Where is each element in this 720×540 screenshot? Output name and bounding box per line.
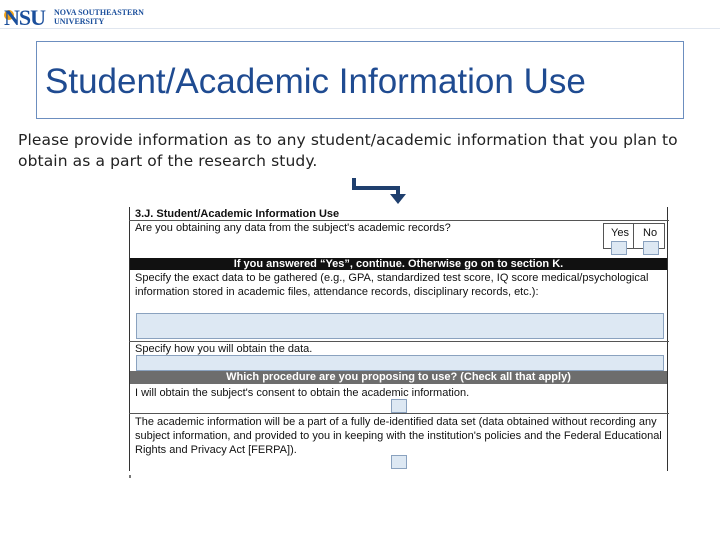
how-obtain-textarea[interactable] (136, 355, 664, 371)
deidentified-checkbox[interactable] (391, 455, 407, 469)
form-mark (129, 475, 131, 478)
form-border-left (129, 207, 130, 471)
question-academic-records: Are you obtaining any data from the subject's academic records? (135, 222, 451, 234)
option-deidentified: The academic information will be a part of a fully de-identified data set (data obtained without recording any subject information, and provided to you in keeping with the institution's policies and the Federal Educational Rights and Privacy Act [FERPA]). (135, 416, 662, 456)
no-label: No (643, 227, 658, 239)
divider (129, 220, 669, 221)
title-box (36, 41, 684, 119)
nsu-logo (2, 2, 152, 28)
intro-text: Please provide information as to any student/academic information that you plan to obtain as a part of the research study. (18, 131, 678, 170)
slide-title: Student/Academic Information Use (45, 62, 586, 101)
yes-label: Yes (611, 227, 629, 239)
exact-data-textarea[interactable] (136, 313, 664, 339)
no-checkbox[interactable] (643, 241, 659, 255)
procedure-header-bar: Which procedure are you proposing to use? (Check all that apply) (130, 371, 667, 384)
instruction-bar: If you answered “Yes”, continue. Otherwise go on to section K. (130, 258, 667, 270)
logo-line1: NOVA SOUTHEASTERN (54, 8, 144, 17)
logo-line2: UNIVERSITY (54, 17, 105, 26)
divider (129, 413, 669, 414)
form-border-right (667, 207, 668, 471)
option-consent: I will obtain the subject's consent to obtain the academic information. (135, 387, 470, 399)
question-how-obtain: Specify how you will obtain the data. (135, 343, 313, 355)
yes-checkbox[interactable] (611, 241, 627, 255)
consent-checkbox[interactable] (391, 399, 407, 413)
section-title: 3.J. Student/Academic Information Use (135, 208, 340, 220)
bent-arrow-down-icon (352, 172, 412, 208)
question-exact-data: Specify the exact data to be gathered (e.g., GPA, standardized test score, IQ score medical/psychological information stored in academic files, attendance records, disciplinary records, etc.): (135, 272, 649, 298)
yes-no-divider (633, 223, 634, 249)
logo-abbr: NSU (4, 5, 46, 30)
top-bar (0, 0, 720, 29)
divider (129, 341, 669, 342)
form-screenshot (129, 207, 669, 471)
logo-university-name (54, 8, 144, 26)
